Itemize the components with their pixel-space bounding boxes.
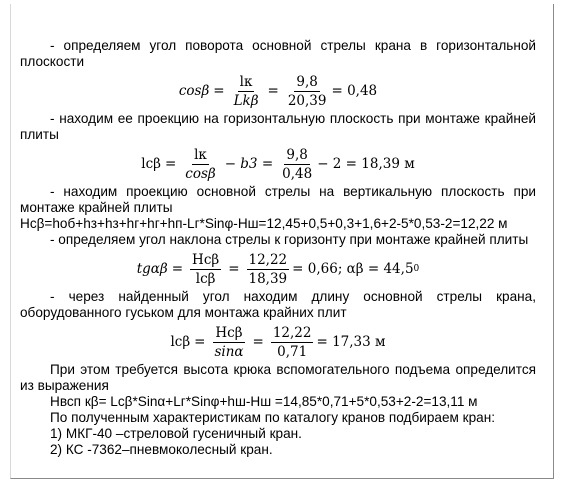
eq3-frac2-den: 18,39: [248, 270, 288, 287]
eq4-lhs: lcβ: [170, 334, 191, 350]
paragraph-crane-selection: По полученным характеристикам по каталогу кранов подбираем кран:: [50, 410, 496, 425]
eq2-lhs: lcβ: [141, 156, 161, 172]
eq4-result: = 17,33 м: [316, 334, 386, 350]
equation-tg-alpha: tgαβ = $\frac{\text{Hcβ}}{\text{lcβ}}$ = $\frac{12,22}{18,39}$ = 0,66; αβ = 44,5 0: [136, 251, 420, 287]
eq4-frac2-num: 12,22: [272, 324, 312, 341]
eq3-frac2-num: 12,22: [248, 251, 288, 268]
eq1-result: = 0,48: [331, 83, 378, 99]
equation-boom-length: lcβ = $\frac{\text{Hcβ}}{\sin\alpha}$ = $\frac{12,22}{0,71}$ = 17,33 м: [170, 324, 386, 360]
paragraph-horizontal-projection: - находим ее проекцию на горизонтальную плоскость при монтаже крайней плиты: [20, 111, 536, 142]
list-item-crane-2: 2) КС -7362–пневмоколесный кран.: [50, 442, 273, 457]
eq2-mid: − b3 =: [224, 156, 274, 172]
eq1-frac1-num: lк: [239, 73, 253, 90]
document-body: [20, 38, 536, 458]
eq1-lhs: cosβ: [178, 83, 210, 99]
eq2-frac2-num: 9,8: [286, 146, 308, 163]
eq2-result: − 2 = 18,39 м: [317, 156, 415, 172]
formula-h-c-beta: Hcβ=hoб+hз+hз+hг+hг+hп-Lг*Sinφ-Hш=12,45+0,5+0,3+1,6+2-5*0,53-2=12,22 м: [20, 216, 508, 231]
paragraph-inclination-angle: - определяем угол наклона стрелы к горизонту при монтаже крайней плиты: [50, 232, 529, 247]
equation-l-c-beta: lcβ = $\frac{lк}{\cos\beta}$ − b3 = $\frac{9,8}{0,48}$ − 2 = 18,39 м: [141, 146, 415, 182]
paragraph-boom-length: - через найденный угол находим длину основной стрелы крана, оборудованного гуськом для монтажа крайних плит: [20, 289, 536, 320]
paragraph-rotation-angle: - определяем угол поворота основной стрелы крана в горизонтальной плоскости: [20, 38, 536, 69]
paragraph-hook-height: При этом требуется высота крюка вспомогательного подъема определится из выражения: [20, 362, 536, 393]
eq1-frac2-den: 20,39: [287, 92, 327, 109]
eq3-degree: 0: [413, 264, 420, 274]
equation-cos-beta: cosβ = $\frac{lк}{\text{Lkβ}}$ = $\frac{9,8}{20,39}$ = 0,48: [178, 73, 378, 109]
eq4-frac1-den: sinα: [214, 343, 244, 360]
formula-h-aux: Hвсп кβ= Lсβ*Sinα+Lг*Sinφ+hш-Hш =14,85*0,71+5*0,53+2-2=13,11 м: [50, 394, 478, 409]
eq3-frac1-den: lcβ: [195, 270, 216, 287]
eq3-lhs: tgαβ: [136, 261, 168, 277]
eq1-frac1-den: Lkβ: [233, 92, 259, 109]
eq4-frac2-den: 0,71: [277, 343, 308, 360]
paragraph-vertical-projection: - находим проекцию основной стрелы на вертикальную плоскость при монтаже крайней плиты: [20, 184, 536, 215]
eq3-frac1-num: Hcβ: [192, 251, 220, 268]
eq3-result: = 0,66; αβ = 44,5: [292, 261, 414, 277]
eq2-frac1-num: lк: [194, 146, 207, 163]
list-item-crane-1: 1) МКГ-40 –стреловой гусеничный кран.: [50, 426, 302, 441]
eq1-frac2-num: 9,8: [296, 73, 318, 90]
eq4-frac1-num: Hcβ: [215, 324, 243, 341]
eq2-frac2-den: 0,48: [282, 165, 313, 182]
eq2-frac1-den: cosβ: [185, 165, 216, 182]
